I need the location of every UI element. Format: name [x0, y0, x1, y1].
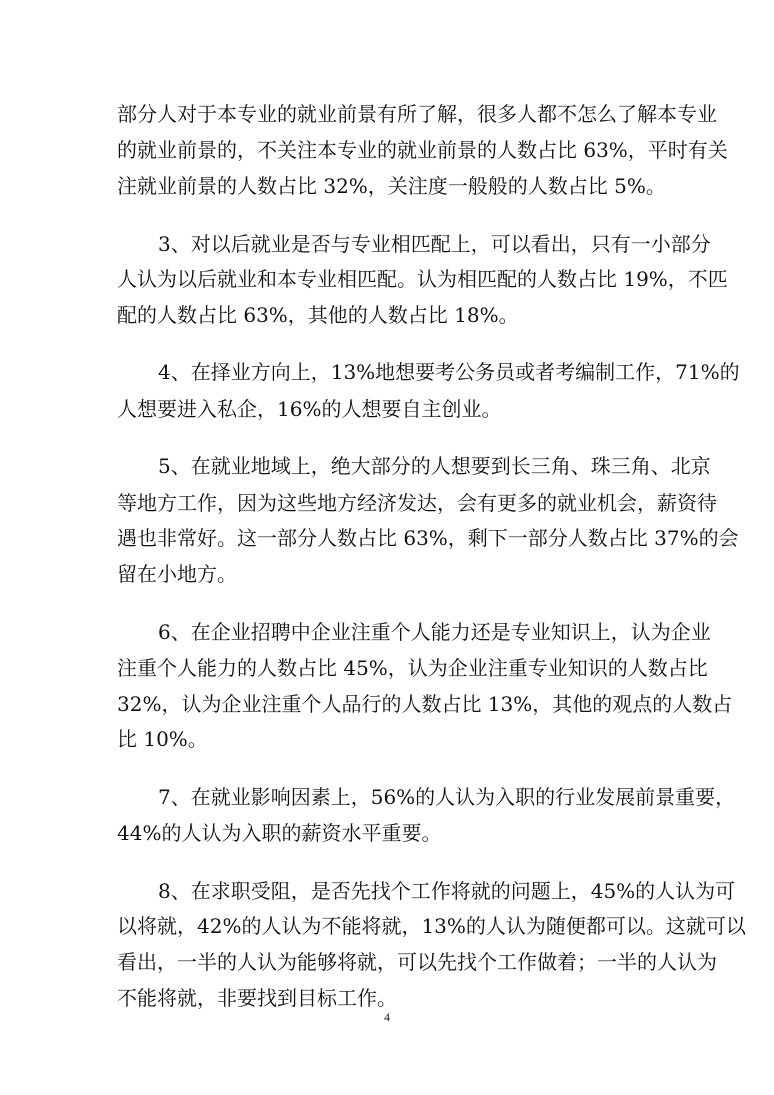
text-line: 8、在求职受阻，是否先找个工作将就的问题上，45%的人认为可 — [158, 879, 736, 903]
text-line: 5、在就业地域上，绝大部分的人想要到长三角、珠三角、北京 — [158, 454, 711, 478]
text-line: 32%，认为企业注重个人品行的人数占比 13%，其他的观点的人数占 — [117, 692, 733, 716]
text-line: 配的人数占比 63%，其他的人数占比 18%。 — [117, 303, 519, 327]
text-line: 留在小地方。 — [117, 562, 237, 586]
page-number: 4 — [384, 1010, 390, 1024]
text-line: 人认为以后就业和本专业相匹配。认为相匹配的人数占比 19%，不匹 — [117, 267, 728, 291]
text-line: 人想要进入私企，16%的人想要自主创业。 — [117, 397, 502, 421]
text-line: 遇也非常好。这一部分人数占比 63%，剩下一部分人数占比 37%的会 — [117, 526, 739, 550]
text-line: 比 10%。 — [117, 727, 208, 751]
text-line: 4、在择业方向上，13%地想要考公务员或者考编制工作，71%的 — [158, 360, 740, 384]
text-line: 6、在企业招聘中企业注重个人能力还是专业知识上，认为企业 — [158, 620, 711, 644]
text-line: 44%的人认为入职的薪资水平重要。 — [117, 821, 442, 845]
text-line: 注就业前景的人数占比 32%，关注度一般般的人数占比 5%。 — [117, 174, 666, 198]
text-line: 等地方工作，因为这些地方经济发达，会有更多的就业机会，薪资待 — [117, 491, 717, 515]
text-line: 以将就，42%的人认为不能将就，13%的人认为随便都可以。这就可以 — [117, 914, 746, 938]
text-line: 的就业前景的，不关注本专业的就业前景的人数占比 63%，平时有关 — [117, 138, 728, 162]
text-line: 部分人对于本专业的就业前景有所了解，很多人都不怎么了解本专业 — [117, 102, 717, 126]
text-line: 看出，一半的人认为能够将就，可以先找个工作做着；一半的人认为 — [117, 950, 717, 974]
text-line: 不能将就，非要找到目标工作。 — [117, 986, 397, 1010]
text-line: 7、在就业影响因素上，56%的人认为入职的行业发展前景重要， — [158, 785, 736, 809]
text-line: 3、对以后就业是否与专业相匹配上，可以看出，只有一小部分 — [158, 232, 711, 256]
text-line: 注重个人能力的人数占比 45%，认为企业注重专业知识的人数占比 — [117, 656, 708, 680]
